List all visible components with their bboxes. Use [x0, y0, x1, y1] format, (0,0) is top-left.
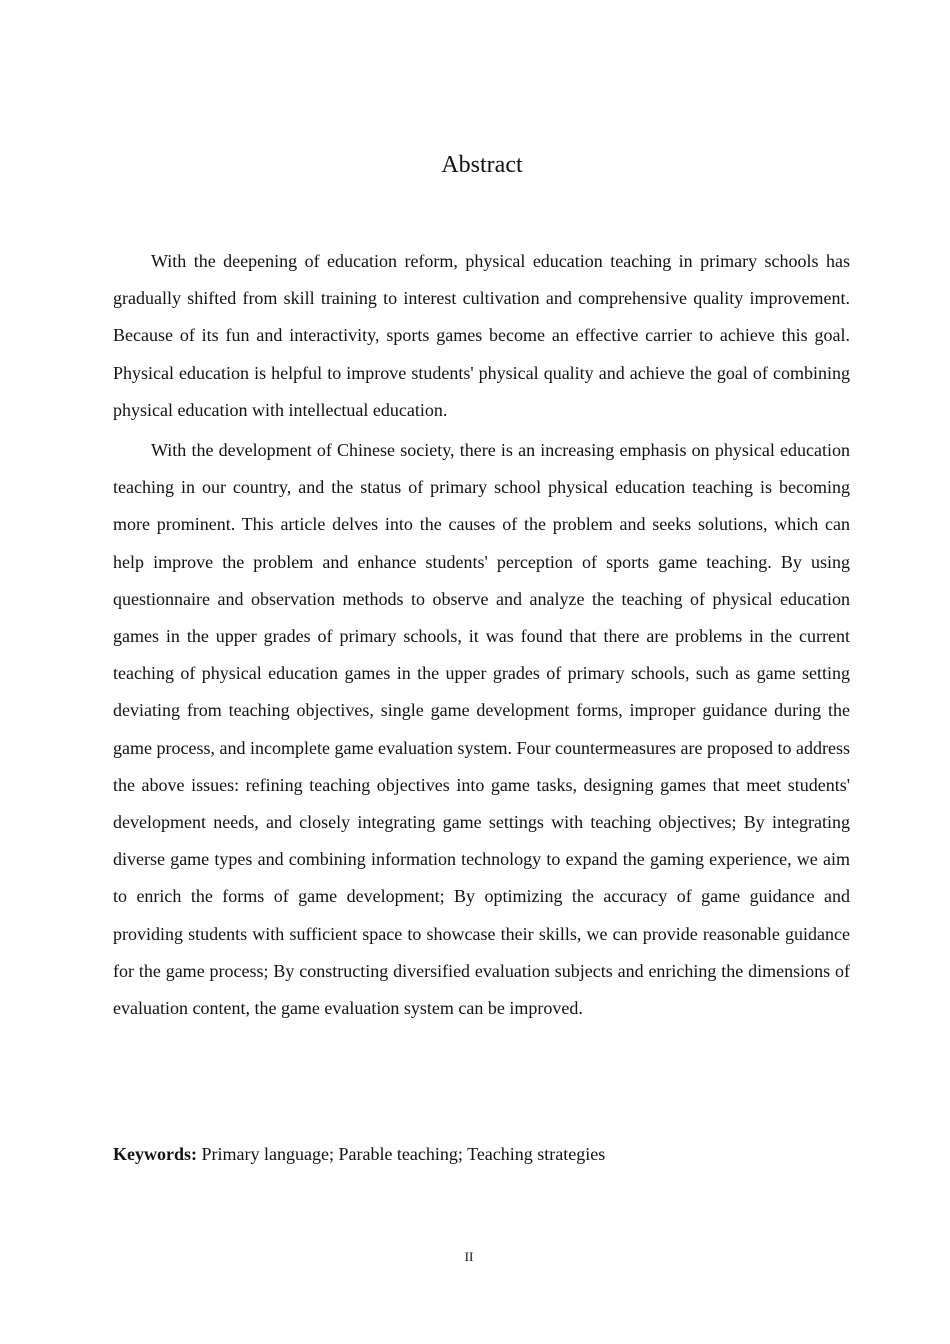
page-number: II	[464, 1249, 474, 1264]
keywords-line	[113, 1139, 850, 1169]
page-title: Abstract	[441, 152, 523, 178]
abstract-paragraph-2: With the development of Chinese society, there is an increasing emphasis on physical education teaching in our country, and the status of primary school physical education teaching is becoming more prominent. This article delves into the causes of the problem and seeks solutions, which can help improve the problem and enhance students' perception of sports game teaching. By using questionnaire and observation methods to observe and analyze the teaching of physical education games in the upper grades of primary schools, it was found that there are problems in the current teaching of physical education games in the upper grades of primary schools, such as game setting deviating from teaching objectives, single game development forms, improper guidance during the game process, and incomplete game evaluation system. Four countermeasures are proposed to address the above issues: refining teaching objectives into game tasks, designing games that meet students' development needs, and closely integrating game settings with teaching objectives; By integrating diverse game types and combining information technology to expand the gaming experience, we aim to enrich the forms of game development; By optimizing the accuracy of game guidance and providing students with sufficient space to showcase their skills, we can provide reasonable guidance for the game process; By constructing diversified evaluation subjects and enriching the dimensions of evaluation content, the game evaluation system can be improved.	[113, 440, 850, 1019]
keywords-text: Primary language; Parable teaching; Teaching strategies	[201, 1144, 606, 1164]
keywords-label: Keywords:	[113, 1144, 197, 1164]
abstract-body	[113, 243, 850, 1030]
abstract-paragraph-1: With the deepening of education reform, physical education teaching in primary schools has gradually shifted from skill training to interest cultivation and comprehensive quality improvement. Because of its fun and interactivity, sports games become an effective carrier to achieve this goal. Physical education is helpful to improve students' physical quality and achieve the goal of combining physical education with intellectual education.	[113, 251, 850, 420]
